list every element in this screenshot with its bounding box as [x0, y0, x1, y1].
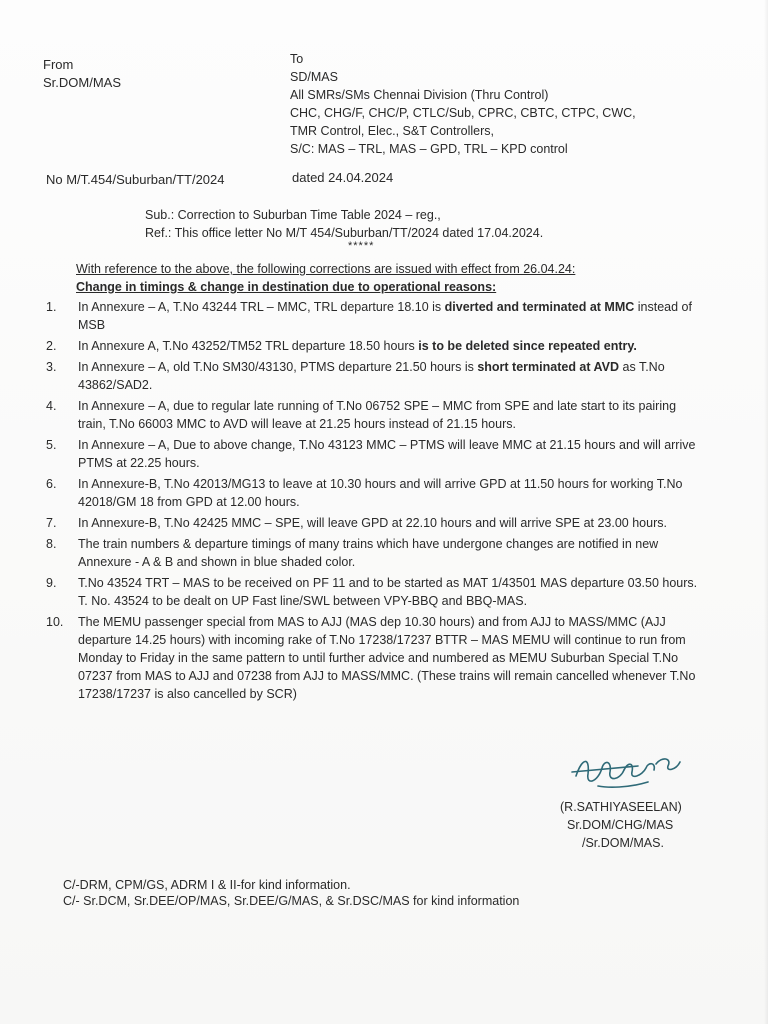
item-number: 1. [46, 300, 57, 314]
page-edge-shadow [764, 0, 768, 1024]
copy-to-line: C/-DRM, CPM/GS, ADRM I & II-for kind information. [63, 878, 351, 892]
item-number: 4. [46, 399, 57, 413]
signatory-designation: /Sr.DOM/MAS. [582, 836, 664, 850]
signatory-designation: Sr.DOM/CHG/MAS [567, 818, 674, 832]
item-text: In Annexure – A, due to regular late running of T.No 06752 SPE – MMC from SPE and late start to its pairing train, T.No 66003 MMC to AVD will leave at 21.25 hours instead of 21.15 hours. [78, 399, 677, 431]
list-item [46, 613, 706, 703]
copy-to-line: C/- Sr.DCM, Sr.DEE/OP/MAS, Sr.DEE/G/MAS, & Sr.DSC/MAS for kind information [63, 894, 520, 908]
item-number: 3. [46, 360, 57, 374]
from-label: From [43, 57, 74, 72]
subject-line: Sub.: Correction to Suburban Time Table 2024 – reg., [145, 208, 441, 222]
to-line: SD/MAS [290, 70, 338, 84]
letter-number: No M/T.454/Suburban/TT/2024 [46, 172, 225, 187]
item-text: T.No 43524 TRT – MAS to be received on PF 11 and to be started as MAT 1/43501 MAS departure 03.50 hours. T. No. 43524 to be dealt on UP Fast line/SWL between VPY-BBQ and BBQ-MAS. [78, 576, 698, 608]
item-text: In Annexure – A, old T.No SM30/43130, PTMS departure 21.50 hours is short terminated at AVD as T.No 43862/SAD2. [78, 360, 665, 392]
to-line: TMR Control, Elec., S&T Controllers, [290, 124, 494, 138]
from-value: Sr.DOM/MAS [43, 75, 122, 90]
list-item [46, 298, 706, 334]
list-item [46, 436, 706, 472]
item-number: 2. [46, 339, 57, 353]
to-line: S/C: MAS – TRL, MAS – GPD, TRL – KPD control [290, 142, 568, 156]
corrections-list [46, 298, 706, 706]
item-text: In Annexure A, T.No 43252/TM52 TRL departure 18.50 hours is to be deleted since repeated entry. [78, 339, 637, 353]
item-number: 7. [46, 516, 57, 530]
item-number: 5. [46, 438, 57, 452]
list-item [46, 574, 706, 610]
item-text: In Annexure-B, T.No 42013/MG13 to leave at 10.30 hours and will arrive GPD at 11.50 hours for working T.No 42018/GM 18 from GPD at 12.00 hours. [78, 477, 683, 509]
item-text: In Annexure – A, Due to above change, T.No 43123 MMC – PTMS will leave MMC at 21.15 hours and will arrive PTMS at 22.25 hours. [78, 438, 696, 470]
item-text: In Annexure-B, T.No 42425 MMC – SPE, will leave GPD at 22.10 hours and will arrive SPE at 23.00 hours. [78, 516, 667, 530]
separator-stars: ***** [348, 240, 375, 252]
item-number: 10. [46, 615, 64, 629]
item-text: In Annexure – A, T.No 43244 TRL – MMC, TRL departure 18.10 is diverted and terminated at MMC instead of MSB [78, 300, 692, 332]
item-text: The MEMU passenger special from MAS to AJJ (MAS dep 10.30 hours) and from AJJ to MASS/MMC (AJJ departure 14.25 hours) with incoming rake of T.No 17238/17237 BTTR – MAS MEMU will continue to run from Monday to Friday in the same pattern to until further advice and numbered as MEMU Suburban Special T.No 07237 from MAS to AJJ and 07238 from AJJ to MASS/MMC. (These trains will remain cancelled whenever T.No 17238/17237 is also cancelled by SCR) [78, 615, 696, 701]
section-heading: Change in timings & change in destination due to operational reasons: [76, 280, 497, 294]
list-item [46, 535, 706, 571]
signatory-name: (R.SATHIYASEELAN) [560, 800, 682, 814]
item-number: 6. [46, 477, 57, 491]
item-number: 9. [46, 576, 57, 590]
list-item [46, 358, 706, 394]
reference-line: Ref.: This office letter No M/T 454/Suburban/TT/2024 dated 17.04.2024. [145, 226, 544, 240]
list-item [46, 514, 706, 532]
to-block [290, 50, 636, 158]
intro-text: With reference to the above, the following corrections are issued with effect from 26.04.24: [76, 262, 576, 276]
list-item [46, 337, 706, 355]
handwritten-signature [568, 746, 688, 796]
to-line: CHC, CHG/F, CHC/P, CTLC/Sub, CPRC, CBTC, CTPC, CWC, [290, 106, 636, 120]
list-item [46, 475, 706, 511]
item-number: 8. [46, 537, 57, 551]
list-item [46, 397, 706, 433]
letter-date: dated 24.04.2024 [292, 170, 394, 185]
item-text: The train numbers & departure timings of many trains which have undergone changes are notified in new Annexure - A & B and shown in blue shaded color. [78, 537, 659, 569]
to-label: To [290, 52, 304, 66]
to-line: All SMRs/SMs Chennai Division (Thru Control) [290, 88, 549, 102]
